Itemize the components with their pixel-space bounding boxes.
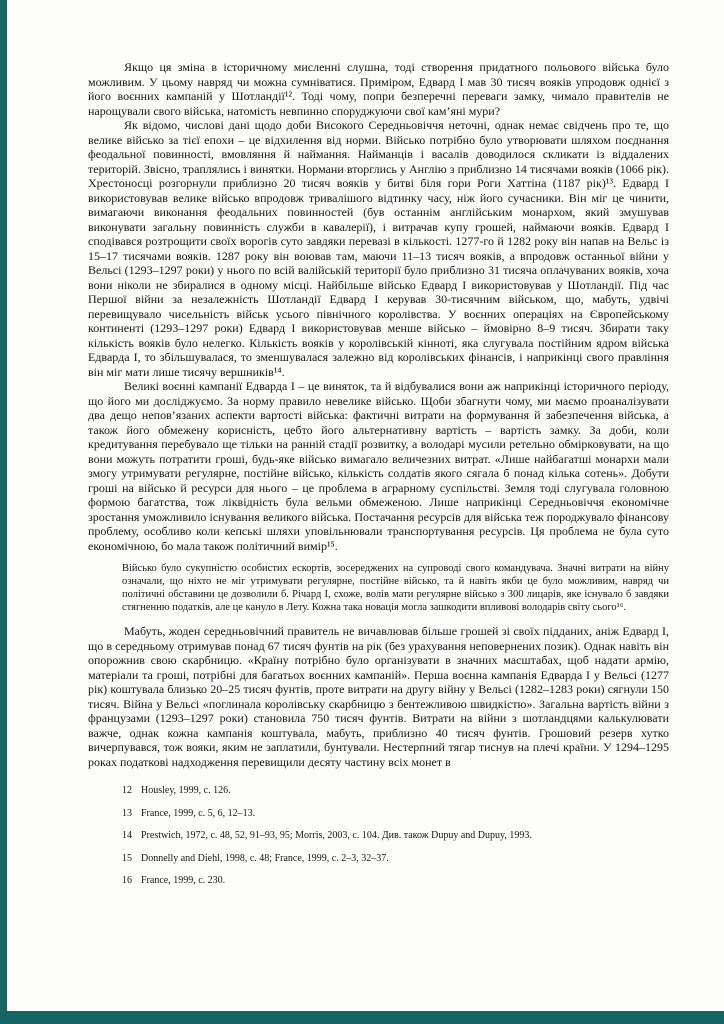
footnote-text: France, 1999, с. 5, 6, 12–13. [141,807,256,819]
footnote [88,875,669,888]
footnote [88,785,669,798]
page-content [88,60,669,898]
footnote-number: 15 [122,852,132,864]
paragraph-2: Як відомо, числові дані щодо доби Високого Середньовіччя неточні, однак немає свідчень про те, що велике військо за тієї епохи – це відхилення від норми. Військо потрібно було утворювати шляхом поєднання феодальної повинності, вмовляння й наймання. Найманців і васалів доводилося скликати із віддалених територій. Звісно, траплялись і винятки. Нормани вторглись у Англію з приблизно 14 тисячами вояків (1066 рік). Хрестоносці розгорнули приблизно 20 тисяч вояків у битві біля гори Роги Хаттіна (1187 рік)¹³. Едвард I використовував велике військо впродовж тривалішого відтинку часу, ніж його сучасники. Він міг це чинити, вимагаючи виконання феодальних повинностей (був останнім англійським монархом, який змушував виконувати загальну повинність служби в кавалерії), і витрачав купу грошей, наймаючи вояків. Едвард I сподівався розтрощити своїх ворогів суто завдяки перевазі в кількості. 1277-го й 1282 року він напав на Вельс із 15–17 тисячами вояків. 1287 року він воював там, маючи 11–13 тисяч вояків, а впродовж останньої війни у Вельсі (1293–1297 роки) у нього по всій валійській території було приблизно 31 тисяча оплачуваних вояків, хоча вони ніколи не збиралися в одному місці. Найбільше військо Едвард I використовував у Шотландії. Під час Першої війни за незалежність Шотландії Едвард I керував 30-тисячним військом, що, мабуть, удвічі перевищувало чисельність військ усього північного королівства. У воєнних операціях на Європейському континенті (1293–1297 роки) Едвард I використовував менше військо – ймовірно 8–9 тисяч. Збирати таку кількість вояків було нелегко. Кількість вояків у королівській кінноті, яка слугувала постійним ядром війська Едварда I, то збільшувалася, то зменшувалася залежно від королівських фінансів, і наприкінці свого правління він міг мати лише тисячу вершників¹⁴. [88,118,669,379]
footnote [88,808,669,821]
footnote-number: 16 [122,875,132,886]
footnote [88,830,669,843]
footnote-text: France, 1999, с. 230. [141,875,226,886]
footnote-text: Donnelly and Diehl, 1998, с. 48; France, 1999, с. 2–3, 32–37. [141,852,389,864]
footnotes-section [88,785,669,888]
footnote-text: Prestwich, 1972, с. 48, 52, 91–93, 95; Morris, 2003, с. 104. Див. також Dupuy and Dupuy, 1993. [141,830,532,841]
paragraph-3: Великі воєнні кампанії Едварда I – це виняток, та й відбувалися вони аж наприкінці історичного періоду, що його ми досліджуємо. За норму правило невелике військо. Щоби збагнути чому, ми маємо проаналізувати два дещо непов’язаних аспекти вартості війська: фактичні витрати на формування й забезпечення війська, а також його обмежену корисність, цебто його альтернативну вартість – вартість замку. За доби, коли кредитування перебувало ще тільки на ранній стадії розвитку, а володарі мусили ретельно обмірковувати, на що вони можуть потратити гроші, будь-яке військо вимагало величезних витрат. «Лише найбагатші монархи мали змогу утримувати регулярне, постійне військо, кількість солдатів якого сягала б понад кілька сотень». Добути гроші на військо й ресурси для нього – це проблема в аграрному суспільстві. Земля тоді слугувала головною формою багатства, тож ліквідність була вельми обмеженою. Лише наприкінці Середньовіччя економічне зростання уможливило існування великого війська. Постачання ресурсів для війська теж породжувало фінансову проблему, особливо коли кепські шляхи уповільнювали транспортування ресурсів. Ця проблема не була суто економічною, бо мала також політичний вимір¹⁵. [88,379,669,553]
footnote [88,853,669,866]
footnote-text: Housley, 1999, с. 126. [141,785,231,796]
paragraph-1: Якщо ця зміна в історичному мисленні слушна, тоді створення придатного польового війська було можливим. У цьому навряд чи можна сумніватися. Приміром, Едвард I мав 30 тисяч вояків упродовж однієї з його воєнних кампаній у Шотландії¹². Тоді чому, попри безперечні переваги замку, чимало правителів не нарощували свого війська, натомість невпинно споруджуючи свої кам’яні мури? [88,60,669,118]
paragraph-4: Мабуть, жоден середньовічний правитель не вичавлював більше грошей зі своїх підданих, аніж Едвард I, що в середньому отримував понад 67 тисяч фунтів на рік (без урахування неповернених позик). Однак навіть він опорожнив свою скарбницю. «Країну потрібно було організувати в значних масштабах, щоб надати армію, матеріали та гроші, потрібні для багатьох воєнних кампаній». Перша воєнна кампанія Едварда I у Вельсі (1277 рік) коштувала близько 20–25 тисяч фунтів, проте витрати на другу війну у Вельсі (1282–1283 роки) сягнули 150 тисяч. Війна у Вельсі «поглинала королівську скарбницю з бентежливою швидкістю». Загальна вартість війни з французами (1293–1297 роки) становила 750 тисяч фунтів. Витрати на війни з шотландцями калькулювати важче, однак кожна кампанія коштувала, мабуть, приблизно 40 тисяч фунтів. Грошовий резерв хутко вичерпувався, тож вояки, яким не заплатили, бунтували. Нестерпний тягар тиснув на плечі країни. У 1294–1295 роках податкові надходження перевищили десяту частину всіх монет в [88,624,669,769]
footnote-number: 12 [122,785,132,796]
footnote-number: 13 [122,807,132,819]
document-page [7,0,724,1011]
block-quote: Військо було сукупністю особистих ескортів, зосереджених на супроводі свого командувача. Значні витрати на війну означали, що ніхто не міг утримувати регулярне, постійне військо, та й навіть якби це було можливим, навряд чи політичні обставини це дозволили б. Річард I, схоже, волів мати регулярне військо з 300 лицарів, яке існувало б завдяки стягненню податків, але це кануло в Лету. Кожна така новація могла зашкодити впливові володарів світу сього¹⁶. [122,563,669,613]
footnote-number: 14 [122,830,132,841]
